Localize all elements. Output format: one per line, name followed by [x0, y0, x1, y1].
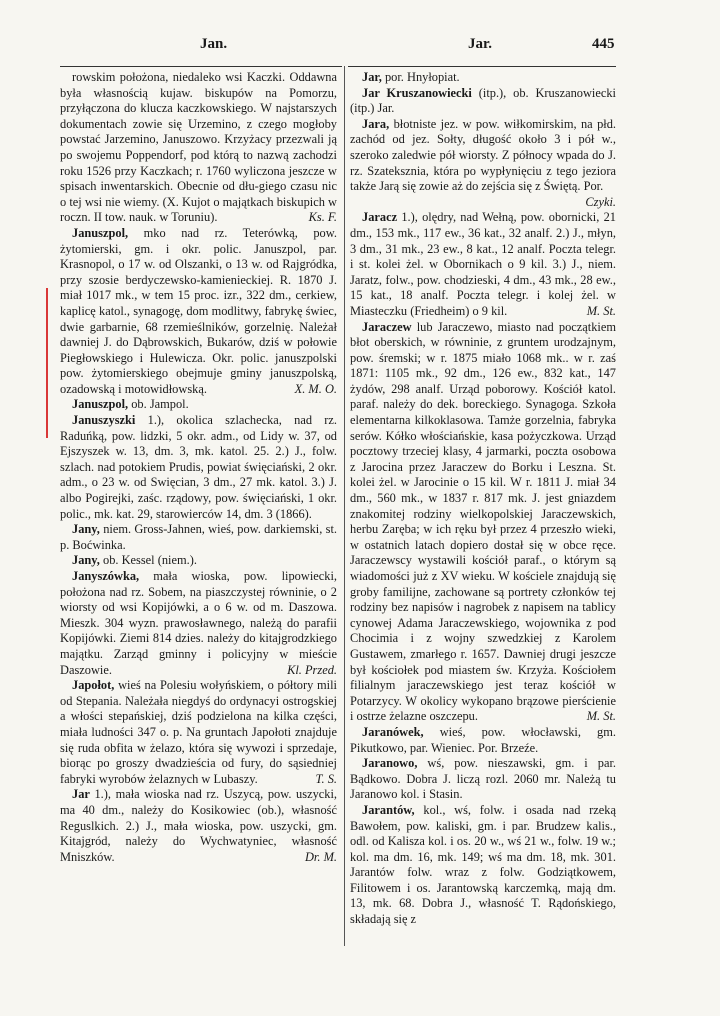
entry-text: mała wioska, pow. lipowiecki, położona nad rz. Sobem, na piaszczystej równinie, o 2 wiorsty od wsi Kopijówki, a o 6 w. od m. Daszowa. Mieszk. 304 wyzn. prawosławnego, należą do parafii Kopijówki. Ziemi 814 dzies. należy do kitajgrodzkiego majątku. Zarząd gminny i policyjny w mieście Daszowie. [60, 569, 337, 677]
entry-signature: X. M. O. [294, 381, 337, 396]
header-rule-right [348, 66, 616, 67]
left-entries [60, 226, 337, 865]
dictionary-entry [60, 787, 337, 865]
entry-text: błotniste jez. w pow. wiłkomirskim, na płd. zachód od jez. Sołty, długość około 3 i pół w., szeroko zaledwie pół wiorsty. Z północy wpada do J. rz. Szateksznia, która po wypłynięciu z tego jeziora także Jarą się zowie aż do zejścia się z Świętą. Por. [350, 116, 616, 194]
entry-text: niem. Gross-Jahnen, wieś, pow. darkiemski, st. p. Boćwinka. [60, 522, 337, 552]
entry-headword: Jaracz [362, 210, 398, 225]
entry-text: por. Hnyłopiat. [384, 70, 460, 84]
entry-headword: Janyszówka, [72, 569, 140, 583]
dictionary-entry [350, 725, 616, 756]
running-head-right: Jar. [468, 36, 493, 52]
dictionary-entry [350, 320, 616, 725]
entry-headword: Januszyszki [72, 413, 136, 428]
entry-signature: Czyki. [585, 194, 616, 209]
entry-headword: Jaranowo, [362, 756, 418, 771]
entry-signature: Dr. M. [304, 849, 337, 864]
entry-text: wieś, pow. włocławski, gm. Pikutkowo, par. Wieniec. Por. Brzeźe. [350, 724, 616, 755]
dictionary-entry [60, 397, 337, 413]
entry-headword: Jany, [72, 522, 100, 537]
right-entries [350, 70, 616, 928]
running-head-left: Jan. [200, 36, 228, 52]
entry-signature: M. St. [586, 303, 616, 318]
dictionary-entry [60, 413, 337, 522]
entry-headword: Jany, [72, 553, 100, 568]
entry-headword: Jarantów, [362, 802, 415, 817]
margin-red-mark [46, 288, 48, 438]
entry-text: ob. Jampol. [131, 397, 189, 412]
header-rule-left [60, 66, 342, 67]
dictionary-entry [60, 226, 337, 398]
entry-text: mko nad rz. Teterówką, pow. żytomierski, gm. i okr. polic. Januszpol, par. Krasnopol, o 17 w. od Olszanki, o 13 w. od Rajgródka, przy szosie berdyczewsko-kamienieckiej. R. 1870 J. miał 1017 mk., w tem 15 proc. izr., 322 dm., cerkiew, kaplicę katol., synagogę, dom modlitwy, fabrykę świec, dwie garbarnie, 68 rzemieślników, gorzelnię. Należał dawniej J. do Dąbrowskich, Bukarów, dziś w połowie Piegłowskiego i Hulewicza. Okr. polic. januszpolski pow. żytomierskiego obejmuje gminy januszpolską, ozadowską i motowidłowską. [60, 225, 337, 396]
entry-text: lub Jaraczewo, miasto nad początkiem błot oberskich, w równinie, z gruntem urodzajnym, pow. śremski; w r. 1875 miało 1068 mk.. w r. zaś 1871: 1105 mk., 92 dm., 126 ew., 832 kat., 147 żydów, 298 analf. Urząd poborowy. Kościół katol. paraf. należy do dek. boreckiego. Synagoga. Szkoła elementarna kilkoklasowa. Tamże gorzelnia, fabryka serów. Kółko włościańskie, kasa pożyczkowa. Urząd pocztowy trzeciej klasy, 4 jarmarki, poczta osobowa z Jarocina przez Jaraczew do Borku i Leszna. St. kolei żel. w Jarocinie o 15 kil. W r. 1811 J. miał 34 dm., 560 mk., w 1837 r. 817 mk. J. jest gniazdem znakomitej rodziny wielkopolskiej Jaraczewskich, herbu Zaręba; w ich ręku był przez 4 przeszło wieki, w ostatnich latach dopiero dostał się w obce ręce. Jaraczewscy wystawili kościół paraf., o którym są wiadomości już z XV wieku. W kościele znajdują się groby familijne, zachowane są portrety członków tej rodziny bez napisów i nagrobek z napisem na tablicy cynowej Adama Jaraczewskiego, wojownika z pod Chocimia i z wojny szwedzkiej z Karolem Gustawem, zmarłego r. 1657. Dawniej drugi jeszcze był kościołek pod miastem św. Krzyża. Kościołem filialnym jaraczewskiego jest teraz kościół w Potarzycy. W okolicy wykopano brązowe pierścienie i ostrze żelazne oszczepu. [350, 319, 616, 724]
dictionary-entry [60, 522, 337, 553]
entry-text: ob. Kessel (niem.). [103, 553, 197, 568]
entry-signature: M. St. [586, 709, 616, 724]
entry-headword: Januszpol, [72, 397, 129, 412]
dictionary-entry [350, 117, 616, 211]
left-column [60, 70, 337, 946]
dictionary-entry [60, 569, 337, 678]
dictionary-entry [350, 803, 616, 928]
dictionary-entry [60, 553, 337, 569]
entry-text: wś, pow. nieszawski, gm. i par. Bądkowo. Dobra J. liczą rozl. 2060 mr. Należą tu Jaranowo kol. i Stasin. [350, 756, 616, 802]
entry-text: 1.), mała wioska nad rz. Uszycą, pow. uszycki, ma 40 dm., należy do Kosikowiec (ob.), własność Reguslkich. 2.) J., mała wioska, pow. uszycki, gm. Kitajgród, należy do Wychwatyniec, własność Mniszków. [60, 787, 337, 864]
entry-text: 1.), okolica szlachecka, nad rz. Raduńką, pow. lidzki, 5 okr. adm., od Lidy w. 37, od Ejszyszek w. 13, dm. 3, mk. katol. 25. 2.) J., folw. szlach. nad potokiem Prudis, powiat święciański, 2 okr. adm., o 23 w. od Swięcian, 3 dm., 27 mk. katol. 3.) J. albo Pogirejki, zaśc. rządowy, pow. święciański, 1 okr. polic., mk. kat. 29, starowierców 14, dm. 3 (1866). [60, 413, 337, 521]
entry-headword: Jaranówek, [362, 724, 424, 739]
page-number: 445 [592, 36, 615, 52]
continuation-paragraph [60, 70, 337, 226]
entry-text: wieś na Polesiu wołyńskiem, o półtory mili od Stepania. Należała niegdyś do ordynacyi ostrogskiej a włości stepańskiej, dziś podzielona na kilka części, miała ludności 347 o. p. Na gruntach Japołoti znajduje się ruda obfita w żelazo, która się wywozi i sprzedaje, biorąc po groszy dwadzieścia od fury, do sąsiedniej fabryki wyrobów żelaznych w Lubaszy. [60, 678, 337, 786]
entry-headword: Jar Kruszanowiecki [362, 85, 472, 100]
continuation-text: rowskim położona, niedaleko wsi Kaczki. Oddawna była własnością kujaw. biskupów na Pomorzu, przyłączona do klucza kaczkowskiego. W najstarszych dokumentach zowie się Urzemino, z czego mogłoby powstać Jarzemino, Januszowo. Krzyżacy przezwali ją po swojemu Poppendorf, pod którą to nazwą zachodzi roku 1526 przy Kaczkach; r. 1760 wyliczona jeszcze w spisach inwentarskich. Obecnie od dłu-giego czasu nic o tej wsi nie wiemy. (X. Kujot o majątkach biskupich w roczn. II tow. nauk. w Toruniu). [60, 70, 337, 225]
entry-headword: Jar, [362, 70, 382, 84]
entry-signature: Kl. Przed. [287, 662, 337, 677]
dictionary-entry [350, 210, 616, 319]
dictionary-entry [350, 70, 616, 86]
entry-headword: Jara, [362, 116, 390, 131]
dictionary-entry [60, 678, 337, 787]
column-separator [344, 66, 345, 946]
entry-headword: Jaraczew [362, 319, 412, 334]
continuation-signature: Ks. F. [308, 210, 337, 225]
right-column [350, 70, 616, 946]
entry-text: (itp.), ob. Kruszanowiecki (itp.) Jar. [350, 85, 616, 116]
entry-headword: Japołot, [72, 678, 115, 693]
entry-text: kol., wś, folw. i osada nad rzeką Bawołem, pow. kaliski, gm. i par. Brudzew kalis., odl. od Kalisza kol. i os. 20 w., wś 21 w., folw. 19 w.; kol. ma dm. 16, mk. 149; wś ma dm. 18, mk. 301. Jarantów folw. wraz z folw. Godziątkowem, Filitowem i os. Jarantowską karczemką, mają dm. 13, mk. 68. Dobra J., własność T. Rądońskiego, składają się z [350, 802, 616, 927]
entry-headword: Jar [72, 787, 90, 802]
entry-headword: Januszpol, [72, 225, 129, 240]
entry-text: 1.), olędry, nad Wełną, pow. obornicki, 21 dm., 153 mk., 117 ew., 36 kat., 32 analf. 2.) J., młyn, 3 dm., 31 mk., 23 ew., 8 kat., 12 analf. Poczta telegr. i st. kolei żel. w Obornikach o 9 kil. 3.) J., niem. Jaratz, folw., pow. chodzieski, 4 dm., 43 mk., 28 ew., 15 kat., 18 analf. Poczta telegr. i kolej żel. w Miasteczku (Friedheim) o 9 kil. [350, 210, 616, 318]
dictionary-entry [350, 756, 616, 803]
dictionary-entry [350, 86, 616, 117]
entry-signature: T. S. [315, 771, 337, 786]
